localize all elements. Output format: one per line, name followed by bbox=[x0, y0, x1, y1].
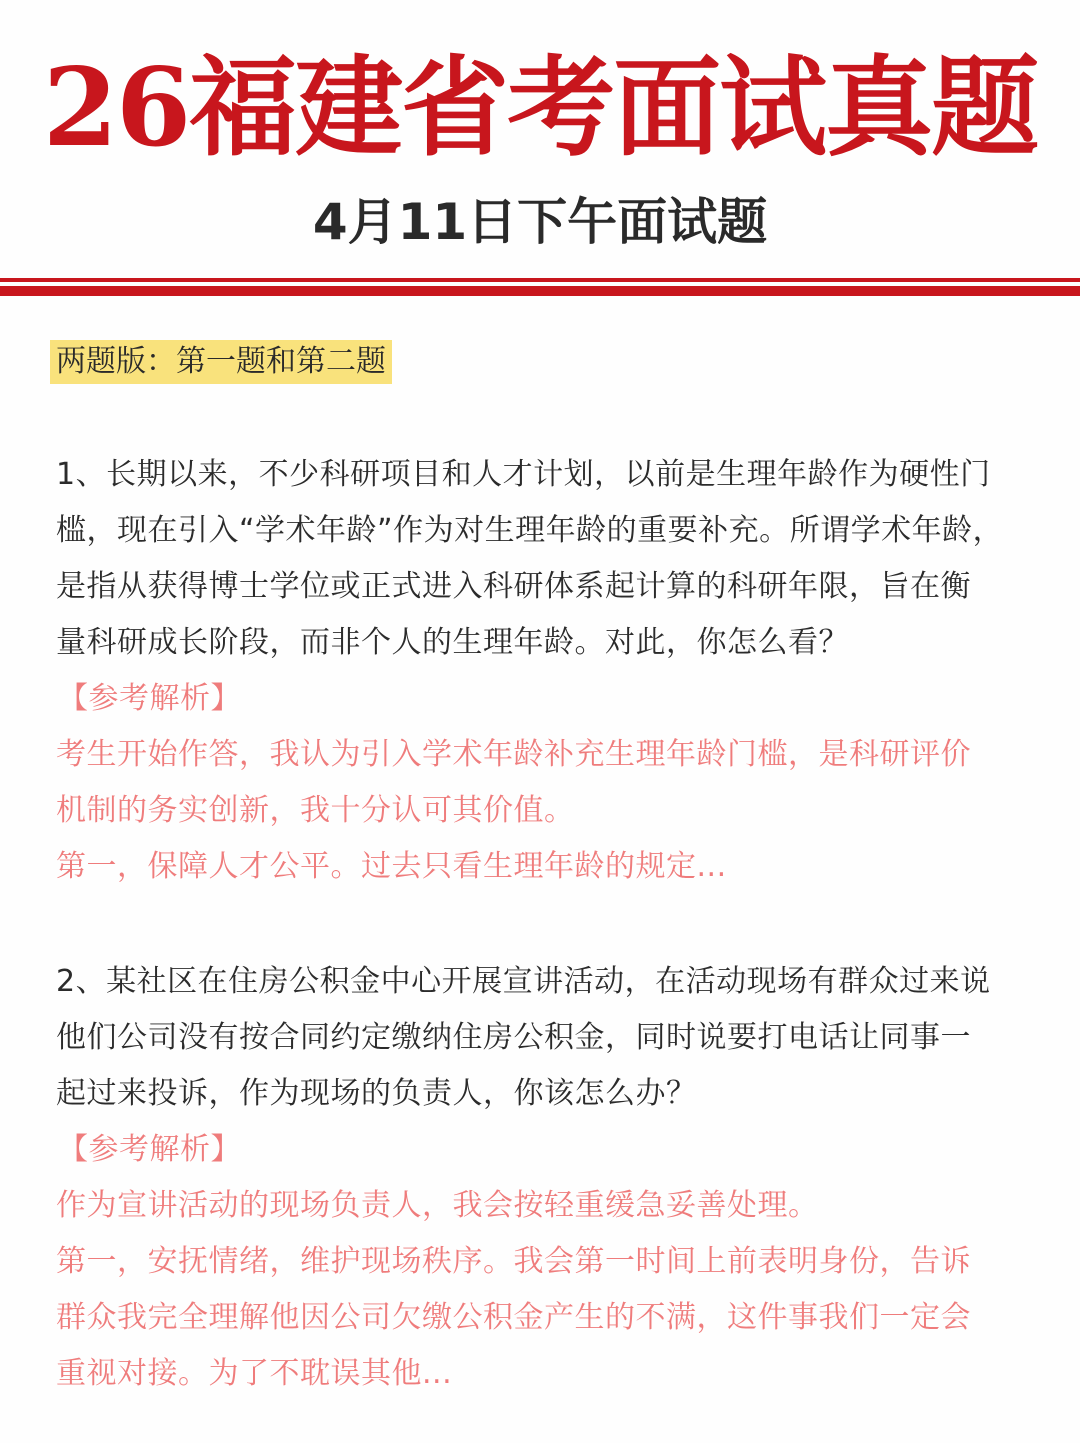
divider-thin bbox=[0, 278, 1080, 282]
question-line: 1、长期以来，不少科研项目和人才计划，以前是生理年龄作为硬性门 bbox=[56, 457, 991, 492]
question-block-1 bbox=[56, 447, 1028, 895]
answer-line: 考生开始作答，我认为引入学术年龄补充生理年龄门槛，是科研评价 bbox=[56, 737, 971, 772]
divider-thick bbox=[0, 286, 1080, 296]
answer-line: 机制的务实创新，我十分认可其价值。 bbox=[56, 793, 575, 828]
answer-line: 重视对接。为了不耽误其他... bbox=[56, 1356, 453, 1391]
question-line: 槛，现在引入“学术年龄”作为对生理年龄的重要补充。所谓学术年龄， bbox=[56, 513, 1004, 548]
page-subtitle: 4月11日下午面试题 bbox=[312, 193, 768, 251]
answer-label: 【参考解析】 bbox=[58, 681, 241, 716]
question-line: 2、某社区在住房公积金中心开展宣讲活动，在活动现场有群众过来说 bbox=[56, 964, 991, 999]
question-line: 起过来投诉，作为现场的负责人，你该怎么办？ bbox=[56, 1076, 697, 1111]
answer-line: 第一，安抚情绪，维护现场秩序。我会第一时间上前表明身份，告诉 bbox=[56, 1244, 971, 1279]
question-line: 是指从获得博士学位或正式进入科研体系起计算的科研年限，旨在衡 bbox=[56, 569, 971, 604]
version-tag: 两题版：第一题和第二题 bbox=[50, 340, 392, 384]
question-line: 他们公司没有按合同约定缴纳住房公积金，同时说要打电话让同事一 bbox=[56, 1020, 971, 1055]
answer-line: 第一，保障人才公平。过去只看生理年龄的规定... bbox=[56, 849, 727, 884]
answer-line: 作为宣讲活动的现场负责人，我会按轻重缓急妥善处理。 bbox=[56, 1188, 819, 1223]
page-title: 26福建省考面试真题 bbox=[42, 45, 1038, 171]
answer-line: 群众我完全理解他因公司欠缴公积金产生的不满，这件事我们一定会 bbox=[56, 1300, 971, 1335]
question-block-2 bbox=[56, 954, 1028, 1402]
answer-label: 【参考解析】 bbox=[58, 1132, 241, 1167]
question-line: 量科研成长阶段，而非个人的生理年龄。对此，你怎么看？ bbox=[56, 625, 849, 660]
